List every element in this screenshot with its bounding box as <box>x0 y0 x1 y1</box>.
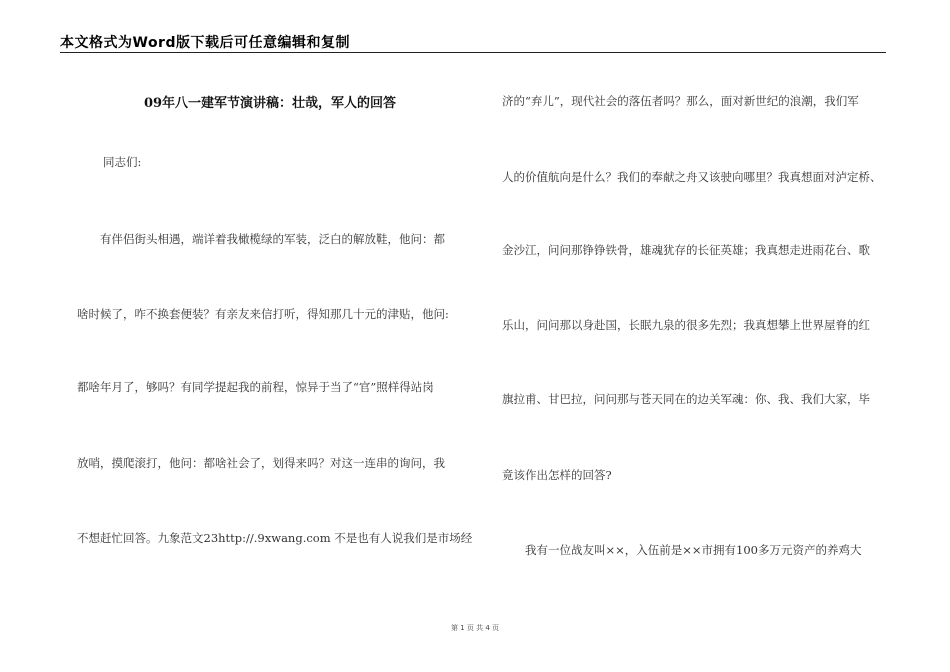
document-title: 09年八一建军节演讲稿：壮哉，军人的回答 <box>143 96 397 111</box>
paragraph-line: 人的价值航向是什么？我们的奉献之舟又该驶向哪里？我真想面对泸定桥、 <box>502 170 882 184</box>
paragraph-line: 济的“弃儿”，现代社会的落伍者吗？那么，面对新世纪的浪潮，我们军 <box>502 94 859 108</box>
paragraph-line: 有伴侣街头相遇，端详着我橄榄绿的军装，泛白的解放鞋，他问：都 <box>77 232 445 246</box>
header-label: 本文格式为Word版下载后可任意编辑和复制 <box>60 35 350 51</box>
paragraph-line: 啥时候了，咋不换套便装？有亲友来信打听，得知那几十元的津贴，他问: <box>77 307 449 321</box>
page-number-footer: 第 1 页 共 4 页 <box>450 624 500 632</box>
page-header <box>60 32 886 54</box>
paragraph-line: 乐山，问问那以身赴国，长眠九泉的很多先烈；我真想攀上世界屋脊的红 <box>502 318 870 332</box>
paragraph-line: 金沙江，问问那铮铮铁骨，雄魂犹存的长征英雄；我真想走进雨花台、歌 <box>502 243 870 257</box>
paragraph-line: 同志们: <box>80 155 142 169</box>
paragraph-line: 都啥年月了，够吗？有同学提起我的前程，惊异于当了“官”照样得站岗 <box>77 380 434 394</box>
paragraph-line: 我有一位战友叫××，入伍前是××市拥有100多万元资产的养鸡大 <box>502 543 862 557</box>
paragraph-line: 竟该作出怎样的回答? <box>502 468 612 482</box>
paragraph-line: 旗拉甫、甘巴拉，问问那与苍天同在的边关军魂：你、我、我们大家，毕 <box>502 392 870 406</box>
header-rule <box>60 52 886 53</box>
paragraph-line: 不想赶忙回答。九象范文23http://.9xwang.com 不是也有人说我们是市场经 <box>77 531 473 545</box>
paragraph-line: 放哨，摸爬滚打，他问：都啥社会了，划得来吗？对这一连串的询问，我 <box>77 456 445 470</box>
